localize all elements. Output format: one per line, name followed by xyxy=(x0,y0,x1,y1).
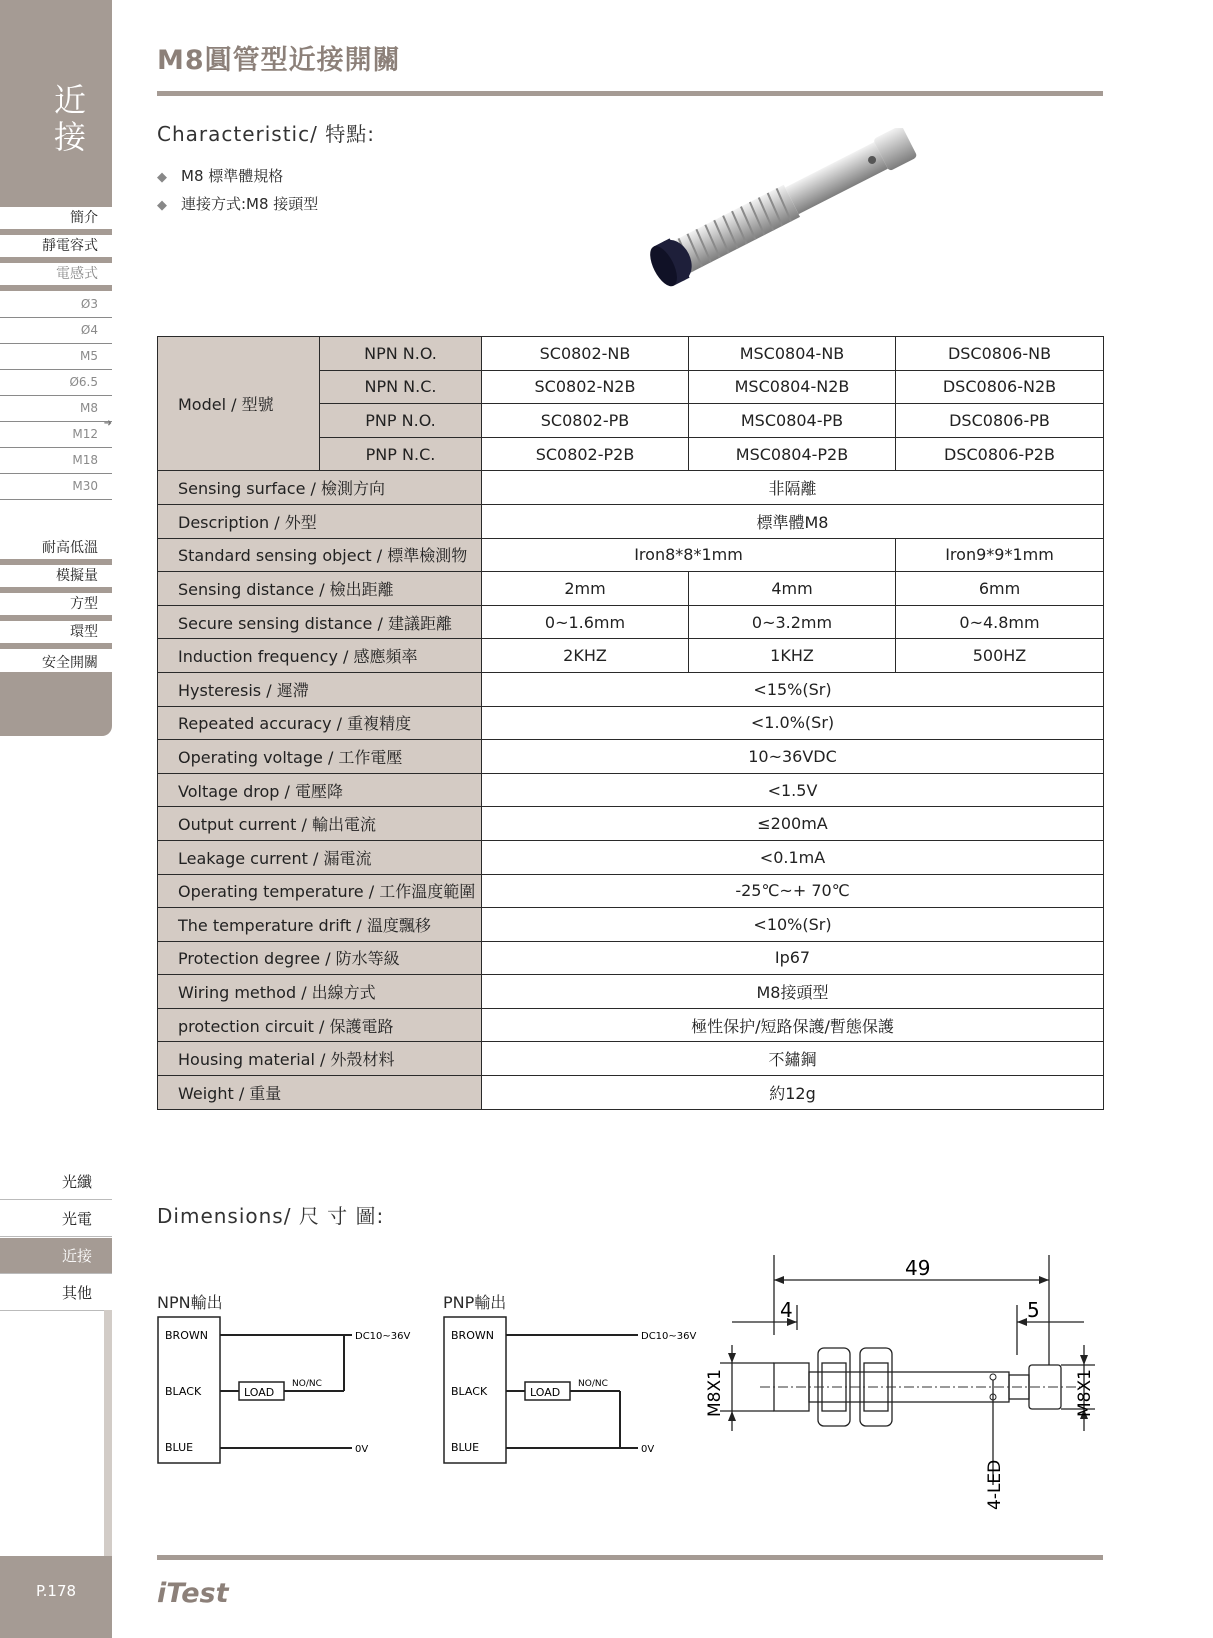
table-row xyxy=(158,908,1104,942)
table-row xyxy=(158,840,1104,874)
zero-volt-label: 0V xyxy=(355,1444,369,1455)
page-number: P.178 xyxy=(0,1556,112,1638)
model-cell: DSC0806-NB xyxy=(896,337,1104,371)
nav-size-m30[interactable]: M30 xyxy=(0,474,112,500)
supply-label: DC10~36V xyxy=(355,1331,411,1342)
row-value: <10%(Sr) xyxy=(482,908,1104,942)
row-label: Description / 外型 xyxy=(158,504,482,538)
nav-proximity[interactable]: 近接 xyxy=(0,1238,112,1274)
table-row xyxy=(158,941,1104,975)
nav-size-d3[interactable]: Ø3 xyxy=(0,292,112,318)
table-row xyxy=(158,807,1104,841)
row-value: 0~1.6mm xyxy=(482,605,689,639)
overall-length-label: 49 xyxy=(905,1256,931,1280)
row-value: 約12g xyxy=(482,1076,1104,1110)
row-label: Induction frequency / 感應頻率 xyxy=(158,639,482,673)
model-cell: MSC0804-P2B xyxy=(689,437,896,471)
row-value: 2mm xyxy=(482,572,689,606)
row-label: Repeated accuracy / 重複精度 xyxy=(158,706,482,740)
thread-left-label: M8X1 xyxy=(705,1369,725,1417)
row-value: Iron8*8*1mm xyxy=(482,538,896,572)
nav-photoelectric[interactable]: 光電 xyxy=(0,1201,112,1237)
wire-label: BLUE xyxy=(451,1441,480,1454)
row-label: Operating temperature / 工作溫度範圍 xyxy=(158,874,482,908)
row-value: 極性保护/短路保護/暫態保護 xyxy=(482,1008,1104,1042)
table-row xyxy=(158,773,1104,807)
row-value: 6mm xyxy=(896,572,1104,606)
nav-size-d4[interactable]: Ø4 xyxy=(0,318,112,344)
wire-label: BROWN xyxy=(451,1329,494,1342)
model-cell: SC0802-PB xyxy=(482,404,689,438)
row-value: 0~3.2mm xyxy=(689,605,896,639)
spec-table xyxy=(157,336,1104,1110)
sidebar-block xyxy=(0,672,112,736)
right-dim-label: 5 xyxy=(1027,1298,1040,1322)
nav-size-m18[interactable]: M18 xyxy=(0,448,112,474)
model-type: PNP N.O. xyxy=(320,404,482,438)
model-cell: DSC0806-PB xyxy=(896,404,1104,438)
feature-list xyxy=(157,163,318,219)
table-row xyxy=(158,874,1104,908)
row-value: Ip67 xyxy=(482,941,1104,975)
sidebar-divider xyxy=(104,1310,112,1560)
row-label: Sensing distance / 檢出距離 xyxy=(158,572,482,606)
model-type: NPN N.O. xyxy=(320,337,482,371)
nav-inductive[interactable]: 電感式 xyxy=(0,261,112,291)
row-value: Iron9*9*1mm xyxy=(896,538,1104,572)
table-row xyxy=(158,538,1104,572)
feature-item: ◆ 連接方式:M8 接頭型 xyxy=(157,195,319,213)
zero-volt-label: 0V xyxy=(641,1444,655,1455)
row-value: 標準體M8 xyxy=(482,504,1104,538)
row-label: Operating voltage / 工作電壓 xyxy=(158,740,482,774)
left-dim-label: 4 xyxy=(780,1298,793,1322)
diamond-bullet-icon: ◆ xyxy=(157,198,167,213)
row-label: protection circuit / 保護電路 xyxy=(158,1008,482,1042)
supply-label: DC10~36V xyxy=(641,1331,697,1342)
row-value: 2KHZ xyxy=(482,639,689,673)
npn-wiring-diagram xyxy=(157,1316,422,1466)
row-label: Standard sensing object / 標準檢測物 xyxy=(158,538,482,572)
row-label: Hysteresis / 遲滯 xyxy=(158,672,482,706)
row-label: Sensing surface / 檢測方向 xyxy=(158,471,482,505)
row-value: 10~36VDC xyxy=(482,740,1104,774)
table-row xyxy=(158,504,1104,538)
nav-size-m5[interactable]: M5 xyxy=(0,344,112,370)
row-value: <1.5V xyxy=(482,773,1104,807)
load-label: LOAD xyxy=(530,1386,561,1399)
model-cell: DSC0806-P2B xyxy=(896,437,1104,471)
row-label: Leakage current / 漏電流 xyxy=(158,840,482,874)
wire-label: BLACK xyxy=(165,1385,202,1398)
footer-rule xyxy=(157,1555,1103,1560)
thread-right-label: M8X1 xyxy=(1075,1369,1095,1417)
table-row xyxy=(158,1042,1104,1076)
nav-other[interactable]: 其他 xyxy=(0,1275,112,1311)
row-value: M8接頭型 xyxy=(482,975,1104,1009)
row-value: <0.1mA xyxy=(482,840,1104,874)
brand-logo: iTest xyxy=(157,1578,229,1609)
nonc-label: NO/NC xyxy=(578,1379,608,1389)
table-row xyxy=(158,975,1104,1009)
table-row xyxy=(158,1076,1104,1110)
dimension-drawing xyxy=(700,1245,1110,1515)
model-cell: SC0802-NB xyxy=(482,337,689,371)
row-label: Protection degree / 防水等級 xyxy=(158,941,482,975)
table-row xyxy=(158,1008,1104,1042)
wire-label: BROWN xyxy=(165,1329,208,1342)
model-cell: MSC0804-PB xyxy=(689,404,896,438)
nav-ring[interactable]: 環型 xyxy=(0,619,112,649)
row-value: <1.0%(Sr) xyxy=(482,706,1104,740)
nav-intro[interactable]: 簡介 xyxy=(0,205,112,235)
table-row xyxy=(158,639,1104,673)
table-row xyxy=(158,471,1104,505)
nav-high-low-temp[interactable]: 耐高低溫 xyxy=(0,535,112,565)
nav-size-m8[interactable]: M8 ➜ xyxy=(0,396,112,422)
characteristic-heading: Characteristic/ 特點: xyxy=(157,122,375,146)
row-value: 非隔離 xyxy=(482,471,1104,505)
nav-square[interactable]: 方型 xyxy=(0,591,112,621)
led-label: 4-LED xyxy=(985,1459,1005,1510)
row-value: <15%(Sr) xyxy=(482,672,1104,706)
dimensions-heading: Dimensions/ 尺 寸 圖: xyxy=(157,1204,385,1228)
diamond-bullet-icon: ◆ xyxy=(157,170,167,185)
wire-label: BLUE xyxy=(165,1441,194,1454)
page-title: M8圓管型近接開關 xyxy=(157,45,401,76)
row-value: -25℃~+ 70℃ xyxy=(482,874,1104,908)
nav-size-m12[interactable]: M12 xyxy=(0,422,112,448)
table-row xyxy=(158,337,1104,371)
sensor-product-image xyxy=(640,128,960,303)
npn-title: NPN輸出 xyxy=(157,1293,223,1312)
row-label: Voltage drop / 電壓降 xyxy=(158,773,482,807)
model-cell: DSC0806-N2B xyxy=(896,370,1104,404)
sidebar-section-label: 近 接 xyxy=(54,81,87,156)
nav-safety-switch[interactable]: 安全開關 xyxy=(42,655,98,671)
model-type: PNP N.C. xyxy=(320,437,482,471)
model-cell: SC0802-N2B xyxy=(482,370,689,404)
table-row xyxy=(158,605,1104,639)
row-label: Housing material / 外殼材料 xyxy=(158,1042,482,1076)
table-row xyxy=(158,706,1104,740)
sidebar-header xyxy=(0,0,112,207)
row-label: Wiring method / 出線方式 xyxy=(158,975,482,1009)
row-value: 1KHZ xyxy=(689,639,896,673)
row-label: Secure sensing distance / 建議距離 xyxy=(158,605,482,639)
row-label: Weight / 重量 xyxy=(158,1076,482,1110)
row-label: The temperature drift / 溫度飄移 xyxy=(158,908,482,942)
title-rule xyxy=(157,91,1103,96)
row-value: 4mm xyxy=(689,572,896,606)
wire-label: BLACK xyxy=(451,1385,488,1398)
nav-capacitive[interactable]: 靜電容式 xyxy=(0,233,112,263)
load-label: LOAD xyxy=(244,1386,275,1399)
model-cell: MSC0804-NB xyxy=(689,337,896,371)
model-label: Model / 型號 xyxy=(158,337,320,471)
table-row xyxy=(158,572,1104,606)
table-row xyxy=(158,672,1104,706)
table-row xyxy=(158,740,1104,774)
row-value: 0~4.8mm xyxy=(896,605,1104,639)
arrow-right-icon: ➜ xyxy=(103,418,112,429)
feature-item: ◆ M8 標準體規格 xyxy=(157,167,284,185)
row-value: 不鏽鋼 xyxy=(482,1042,1104,1076)
model-cell: MSC0804-N2B xyxy=(689,370,896,404)
model-type: NPN N.C. xyxy=(320,370,482,404)
nav-size-d65[interactable]: Ø6.5 xyxy=(0,370,112,396)
row-label: Output current / 輸出電流 xyxy=(158,807,482,841)
model-cell: SC0802-P2B xyxy=(482,437,689,471)
nav-analog[interactable]: 模擬量 xyxy=(0,563,112,593)
pnp-wiring-diagram xyxy=(443,1316,708,1466)
row-value: 500HZ xyxy=(896,639,1104,673)
pnp-title: PNP輸出 xyxy=(443,1293,507,1312)
row-value: ≤200mA xyxy=(482,807,1104,841)
nonc-label: NO/NC xyxy=(292,1379,322,1389)
nav-fiber[interactable]: 光纖 xyxy=(0,1164,112,1200)
